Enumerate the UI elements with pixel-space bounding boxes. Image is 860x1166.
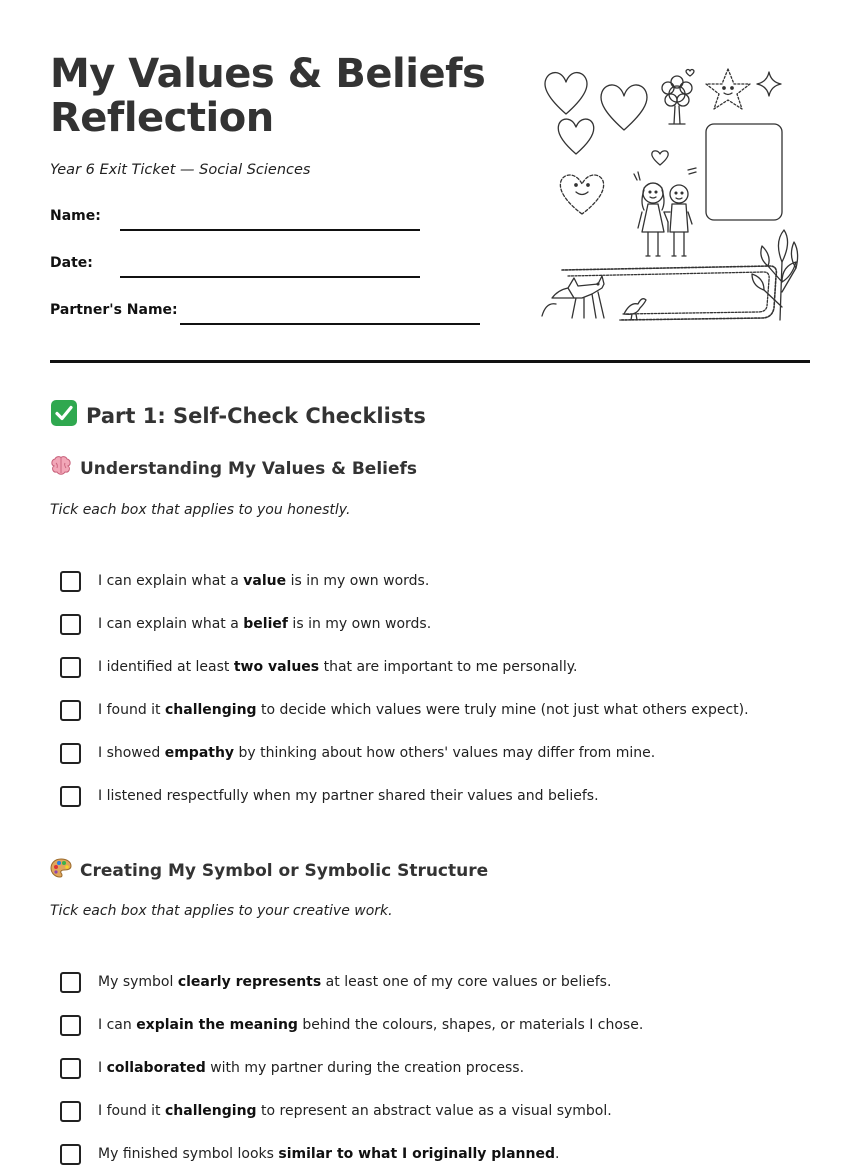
checklist-item[interactable]: I listened respectfully when my partner shared their values and beliefs. xyxy=(60,784,599,808)
checkbox[interactable] xyxy=(60,571,81,592)
brain-icon xyxy=(50,456,72,481)
part1-heading xyxy=(50,399,426,432)
checkbox[interactable] xyxy=(60,972,81,993)
values-illustration xyxy=(538,62,804,324)
checklist-item[interactable]: I collaborated with my partner during the creation process. xyxy=(60,1056,524,1080)
checkbox[interactable] xyxy=(60,1015,81,1036)
artist-palette-icon xyxy=(50,858,72,883)
checklist-item[interactable]: I can explain what a value is in my own words. xyxy=(60,569,429,593)
section-divider xyxy=(50,360,810,363)
checkbox[interactable] xyxy=(60,786,81,807)
title-line-1: My Values & Beliefs xyxy=(50,51,486,97)
subtitle: Year 6 Exit Ticket — Social Sciences xyxy=(50,162,311,178)
checklist-item[interactable]: I found it challenging to decide which values were truly mine (not just what others expect). xyxy=(60,698,749,722)
name-line[interactable] xyxy=(120,229,420,231)
checkbox[interactable] xyxy=(60,700,81,721)
name-label: Name: xyxy=(50,208,101,224)
section1-instruction: Tick each box that applies to you honestly. xyxy=(50,502,351,518)
checkbox[interactable] xyxy=(60,743,81,764)
section1-title: Understanding My Values & Beliefs xyxy=(80,458,418,479)
checkbox[interactable] xyxy=(60,1058,81,1079)
checklist-item[interactable]: I can explain what a belief is in my own words. xyxy=(60,612,431,636)
checklist-item[interactable]: I identified at least two values that are important to me personally. xyxy=(60,655,577,679)
section2-instruction: Tick each box that applies to your creative work. xyxy=(50,903,393,919)
checklist-item[interactable]: I found it challenging to represent an abstract value as a visual symbol. xyxy=(60,1099,612,1123)
checklist-item[interactable]: My finished symbol looks similar to what I originally planned. xyxy=(60,1142,559,1166)
section1-heading xyxy=(50,456,417,481)
checklist-item[interactable]: My symbol clearly represents at least one of my core values or beliefs. xyxy=(60,970,611,994)
checkbox[interactable] xyxy=(60,657,81,678)
partner-name-line[interactable] xyxy=(180,323,480,325)
checkbox[interactable] xyxy=(60,614,81,635)
part1-title: Part 1: Self-Check Checklists xyxy=(86,403,426,428)
checklist-item[interactable]: I showed empathy by thinking about how others' values may differ from mine. xyxy=(60,741,655,765)
date-line[interactable] xyxy=(120,276,420,278)
checklist-item[interactable]: I can explain the meaning behind the colours, shapes, or materials I chose. xyxy=(60,1013,643,1037)
partner-name-label: Partner's Name: xyxy=(50,302,178,318)
date-label: Date: xyxy=(50,255,93,271)
page-title xyxy=(50,52,520,140)
check-mark-button-icon xyxy=(50,399,78,432)
title-line-2: Reflection xyxy=(50,95,274,141)
checkbox[interactable] xyxy=(60,1101,81,1122)
section2-heading xyxy=(50,858,488,883)
section2-title: Creating My Symbol or Symbolic Structure xyxy=(80,860,489,881)
checkbox[interactable] xyxy=(60,1144,81,1165)
